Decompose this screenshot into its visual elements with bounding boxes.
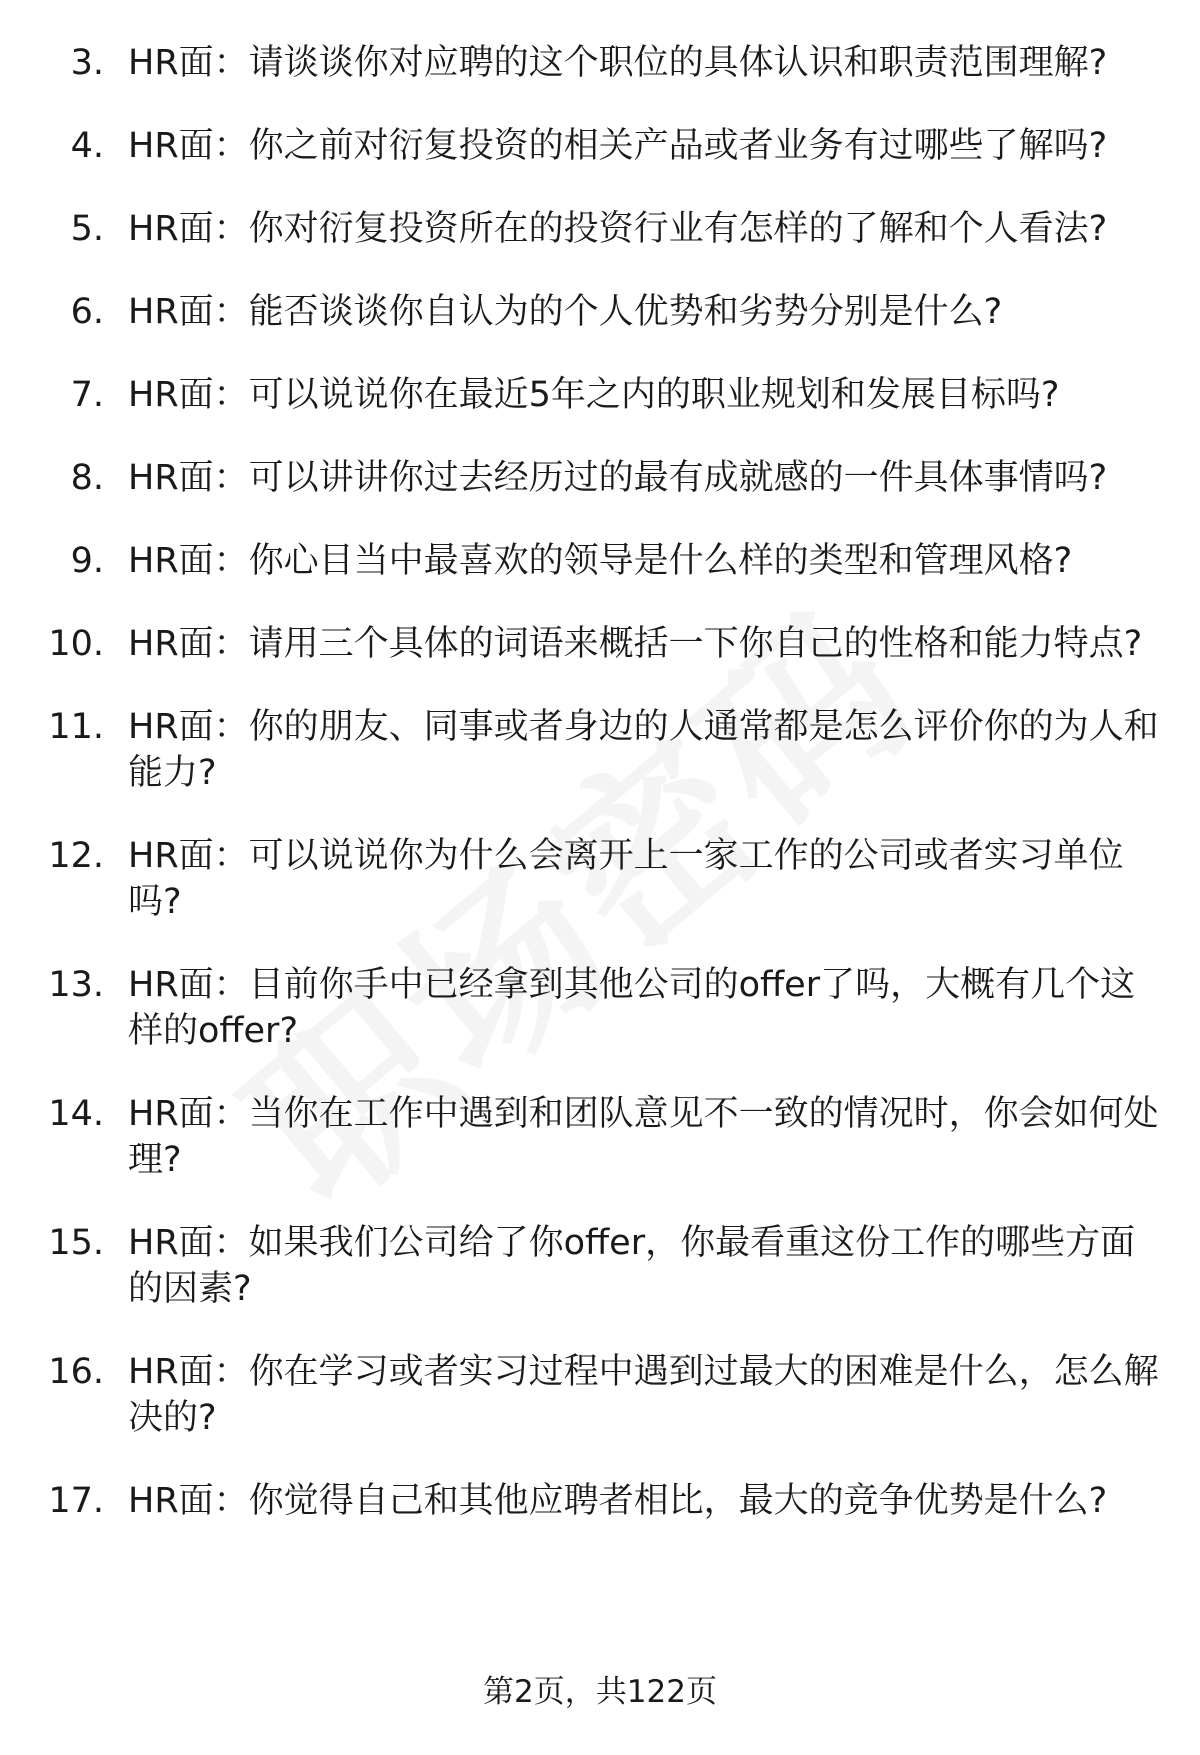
question-item [0,123,1200,169]
question-number: 11. [48,707,104,747]
question-text: HR面：你对衍复投资所在的投资行业有怎样的了解和个人看法? [128,209,1108,249]
question-number: 12. [48,836,104,876]
question-item [0,621,1200,667]
question-text: HR面：你在学习或者实习过程中遇到过最大的困难是什么，怎么解决的? [128,1352,1159,1438]
question-number: 10. [48,624,104,664]
question-item [0,372,1200,418]
question-text: HR面：请用三个具体的词语来概括一下你自己的性格和能力特点? [128,624,1143,664]
question-number: 13. [48,965,104,1005]
question-item [0,538,1200,584]
question-text: HR面：你的朋友、同事或者身边的人通常都是怎么评价你的为人和能力? [128,707,1159,793]
question-list [0,40,1200,1561]
question-item [0,455,1200,501]
question-item [0,1478,1200,1524]
question-item [0,1349,1200,1441]
question-text: HR面：你心目当中最喜欢的领导是什么样的类型和管理风格? [128,541,1073,581]
question-item [0,704,1200,796]
question-number: 15. [48,1223,104,1263]
question-number: 14. [48,1094,104,1134]
question-text: HR面：你之前对衍复投资的相关产品或者业务有过哪些了解吗? [128,126,1108,166]
question-text: HR面：你觉得自己和其他应聘者相比，最大的竞争优势是什么? [128,1481,1108,1521]
question-text: HR面：目前你手中已经拿到其他公司的offer了吗，大概有几个这样的offer? [128,965,1136,1051]
question-number: 17. [48,1481,104,1521]
question-item [0,40,1200,86]
question-number: 9. [70,541,104,581]
question-number: 8. [70,458,104,498]
question-number: 4. [70,126,104,166]
question-number: 7. [70,375,104,415]
question-item [0,962,1200,1054]
question-text: HR面：能否谈谈你自认为的个人优势和劣势分别是什么? [128,292,1003,332]
question-text: HR面：可以讲讲你过去经历过的最有成就感的一件具体事情吗? [128,458,1108,498]
question-item [0,833,1200,925]
question-text: HR面：请谈谈你对应聘的这个职位的具体认识和职责范围理解? [128,43,1108,83]
question-text: HR面：可以说说你为什么会离开上一家工作的公司或者实习单位吗? [128,836,1124,922]
question-number: 16. [48,1352,104,1392]
question-text: HR面：可以说说你在最近5年之内的职业规划和发展目标吗? [128,375,1060,415]
question-text: HR面：如果我们公司给了你offer，你最看重这份工作的哪些方面的因素? [128,1223,1136,1309]
question-item [0,1091,1200,1183]
question-text: HR面：当你在工作中遇到和团队意见不一致的情况时，你会如何处理? [128,1094,1159,1180]
question-item [0,1220,1200,1312]
question-number: 5. [70,209,104,249]
question-item [0,289,1200,335]
page-number-footer: 第2页，共122页 [483,1674,717,1710]
question-item [0,206,1200,252]
question-number: 3. [70,43,104,83]
question-number: 6. [70,292,104,332]
